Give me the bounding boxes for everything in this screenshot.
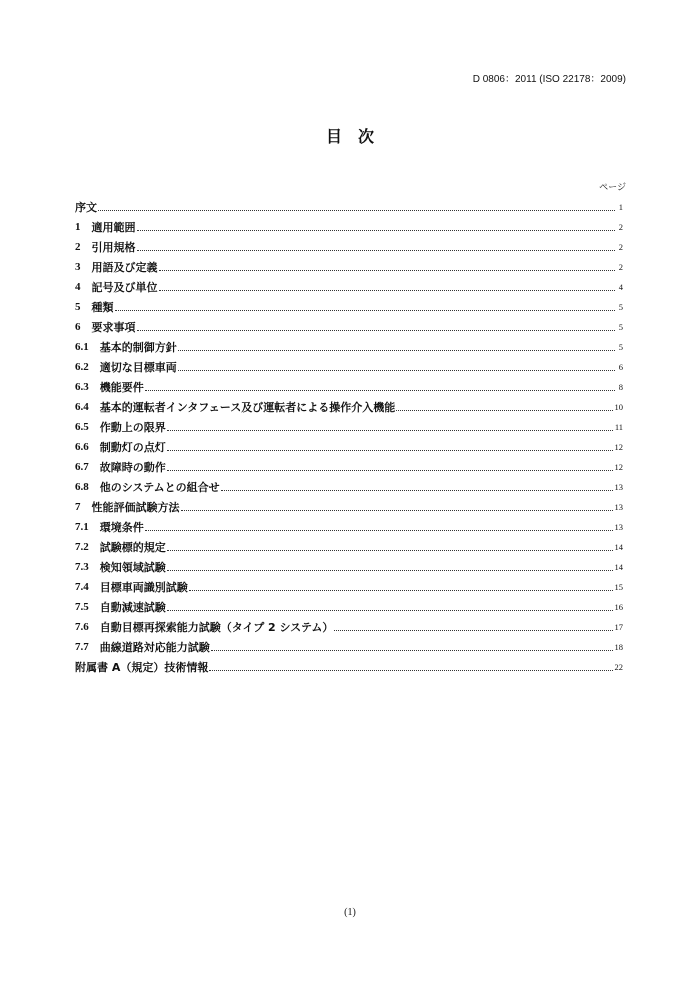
toc-leader-dots — [334, 630, 612, 631]
toc-entry-number: 7.3 — [75, 561, 89, 573]
toc-entry-title: 作動上の限界 — [99, 421, 166, 434]
toc-entry — [75, 457, 623, 477]
toc-entry — [75, 577, 623, 597]
toc-entry-number: 7.5 — [75, 601, 89, 613]
toc-leader-dots — [137, 230, 616, 231]
toc-entry — [75, 637, 623, 657]
toc-entry-page: 2 — [618, 262, 623, 272]
toc-entry-number: 5 — [75, 301, 81, 313]
toc-leader-dots — [167, 610, 613, 611]
toc-entry-page: 13 — [614, 482, 623, 492]
toc-entry-title: 附属書 A（規定）技術情報 — [75, 661, 209, 674]
toc-leader-dots — [98, 210, 615, 211]
toc-entry-page: 6 — [618, 362, 623, 372]
toc-entry-page: 12 — [614, 442, 623, 452]
toc-entry-page: 2 — [618, 222, 623, 232]
toc-entry-title: 機能要件 — [99, 381, 144, 394]
toc-entry-title: 記号及び単位 — [91, 281, 158, 294]
toc-entry-page: 4 — [618, 282, 623, 292]
toc-entry-number: 6.2 — [75, 361, 89, 373]
toc-entry — [75, 217, 623, 237]
toc-leader-dots — [167, 430, 613, 431]
toc-entry-page: 1 — [618, 202, 623, 212]
toc-entry-title: 種類 — [91, 301, 114, 314]
toc-entry-number: 7.6 — [75, 621, 89, 633]
toc-entry — [75, 557, 623, 577]
toc-entry-page: 5 — [618, 322, 623, 332]
toc-entry-page: 17 — [614, 622, 623, 632]
standard-designation: D 0806：2011 (ISO 22178：2009) — [472, 74, 626, 85]
toc-entry-title: 適用範囲 — [91, 221, 136, 234]
toc-leader-dots — [178, 370, 615, 371]
toc-entry — [75, 317, 623, 337]
toc-entry-number: 7.4 — [75, 581, 89, 593]
toc-entry-number: 2 — [75, 241, 81, 253]
toc-entry-number: 1 — [75, 221, 81, 233]
toc-leader-dots — [396, 410, 612, 411]
toc-leader-dots — [137, 250, 616, 251]
toc-entry-number: 7.1 — [75, 521, 89, 533]
toc-entry — [75, 437, 623, 457]
toc-entry-title: 適切な目標車両 — [99, 361, 177, 374]
toc-entry — [75, 197, 623, 217]
toc-entry — [75, 277, 623, 297]
toc-entry-page: 13 — [614, 522, 623, 532]
toc-entry-title: 自動減速試験 — [99, 601, 166, 614]
toc-leader-dots — [115, 310, 616, 311]
toc-entry-page: 10 — [614, 402, 623, 412]
toc-leader-dots — [167, 550, 613, 551]
toc-entry-title: 用語及び定義 — [91, 261, 158, 274]
toc-leader-dots — [145, 530, 613, 531]
toc-entry-page: 11 — [614, 422, 623, 432]
toc-entry-title: 基本的制御方針 — [99, 341, 177, 354]
toc-entry-title: 目標車両識別試験 — [99, 581, 188, 594]
toc-entry-title: 試験標的規定 — [99, 541, 166, 554]
toc-entry-page: 14 — [614, 562, 623, 572]
toc-leader-dots — [167, 570, 613, 571]
toc-entry — [75, 337, 623, 357]
toc-leader-dots — [159, 270, 616, 271]
toc-entry-title: 曲線道路対応能力試験 — [99, 641, 210, 654]
toc-entry — [75, 537, 623, 557]
toc-entry — [75, 237, 623, 257]
table-of-contents — [75, 197, 623, 677]
toc-entry-title: 性能評価試験方法 — [91, 501, 180, 514]
page-number: (1) — [344, 907, 356, 918]
toc-entry-page: 5 — [618, 302, 623, 312]
toc-entry-number: 3 — [75, 261, 81, 273]
toc-entry — [75, 517, 623, 537]
toc-entry-title: 検知領域試験 — [99, 561, 166, 574]
toc-entry-page: 2 — [618, 242, 623, 252]
toc-entry-page: 5 — [618, 342, 623, 352]
toc-entry-title: 基本的運転者インタフェース及び運転者による操作介入機能 — [99, 401, 396, 414]
toc-entry — [75, 497, 623, 517]
toc-entry-title: 環境条件 — [99, 521, 144, 534]
toc-entry-title: 序文 — [75, 201, 97, 214]
toc-entry-page: 8 — [618, 382, 623, 392]
toc-entry-title: 自動目標再探索能力試験（タイプ 2 システム） — [99, 621, 334, 634]
toc-entry — [75, 257, 623, 277]
toc-entry — [75, 417, 623, 437]
toc-entry-number: 4 — [75, 281, 81, 293]
toc-leader-dots — [189, 590, 613, 591]
toc-entry-title: 要求事項 — [91, 321, 136, 334]
toc-entry-number: 6 — [75, 321, 81, 333]
toc-entry-number: 6.7 — [75, 461, 89, 473]
toc-entry-page: 14 — [614, 542, 623, 552]
toc-entry — [75, 357, 623, 377]
page-column-label: ページ — [599, 183, 626, 193]
toc-leader-dots — [211, 650, 613, 651]
toc-entry-title: 故障時の動作 — [99, 461, 166, 474]
toc-entry-title: 他のシステムとの組合せ — [99, 481, 220, 494]
toc-leader-dots — [167, 470, 613, 471]
toc-leader-dots — [167, 450, 613, 451]
toc-entry-page: 18 — [614, 642, 623, 652]
toc-entry-page: 16 — [614, 602, 623, 612]
toc-entry-page: 13 — [614, 502, 623, 512]
toc-entry-number: 7.7 — [75, 641, 89, 653]
toc-entry — [75, 657, 623, 677]
toc-entry — [75, 477, 623, 497]
toc-entry-page: 22 — [614, 662, 623, 672]
toc-leader-dots — [145, 390, 615, 391]
toc-entry-page: 15 — [614, 582, 623, 592]
toc-entry-number: 6.3 — [75, 381, 89, 393]
toc-entry-title: 制動灯の点灯 — [99, 441, 166, 454]
toc-entry-number: 6.4 — [75, 401, 89, 413]
toc-entry-page: 12 — [614, 462, 623, 472]
toc-leader-dots — [221, 490, 613, 491]
toc-heading: 目 次 — [325, 127, 374, 146]
toc-leader-dots — [137, 330, 616, 331]
toc-entry-number: 6.1 — [75, 341, 89, 353]
toc-entry — [75, 617, 623, 637]
toc-entry-number: 6.5 — [75, 421, 89, 433]
toc-entry-number: 7.2 — [75, 541, 89, 553]
toc-entry-number: 7 — [75, 501, 81, 513]
toc-entry — [75, 377, 623, 397]
toc-entry-number: 6.8 — [75, 481, 89, 493]
toc-entry-title: 引用規格 — [91, 241, 136, 254]
toc-entry — [75, 297, 623, 317]
toc-leader-dots — [178, 350, 615, 351]
toc-leader-dots — [181, 510, 613, 511]
toc-entry — [75, 597, 623, 617]
toc-leader-dots — [159, 290, 616, 291]
toc-entry-number: 6.6 — [75, 441, 89, 453]
toc-leader-dots — [209, 670, 612, 671]
toc-entry — [75, 397, 623, 417]
